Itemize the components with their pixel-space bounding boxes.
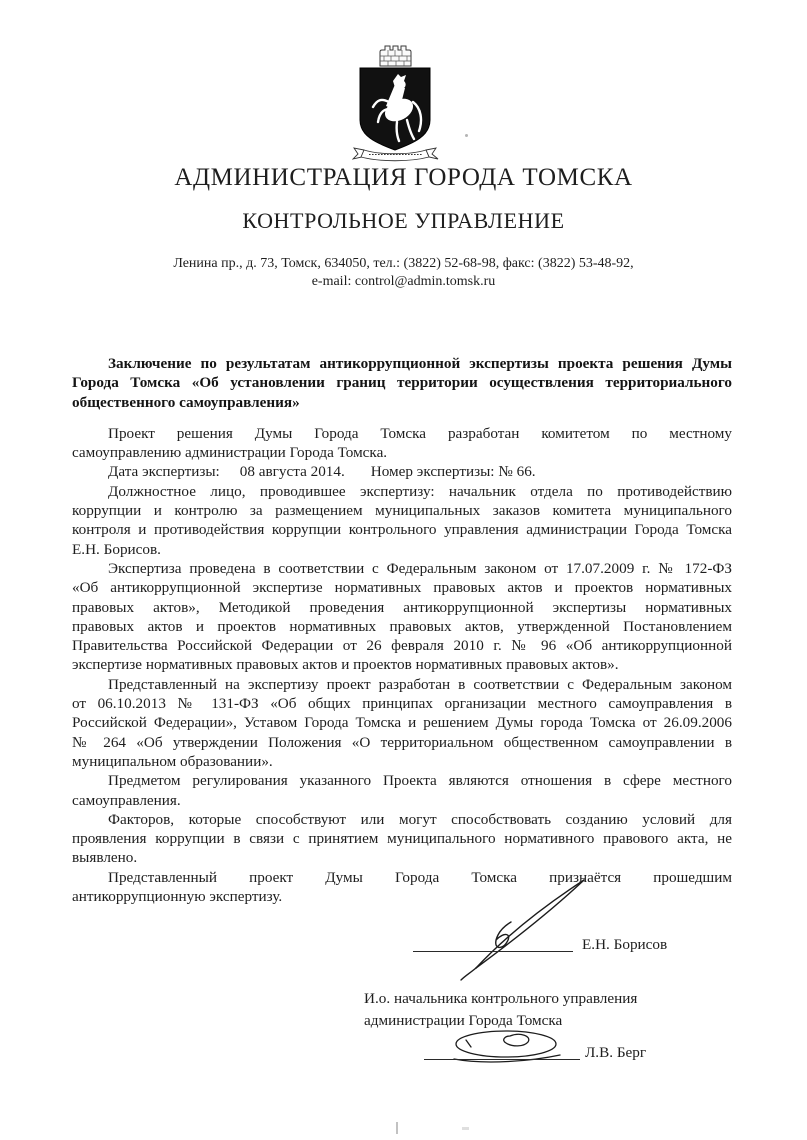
coat-of-arms-icon: [352, 44, 444, 164]
paragraph-no-factors: Факторов, которые способствуют или могут способствовать созданию условий для проявления коррупции в связи с принятием муниципального нормативного правового акта, не выявлено.: [72, 810, 732, 867]
paragraph-project-developed: Проект решения Думы Города Томска разработан комитетом по местному самоуправлению администрации Города Томска.: [72, 424, 732, 462]
scan-dot-artifact: [465, 134, 468, 137]
date-value: 08 августа 2014.: [239, 463, 345, 481]
paragraph-project-compliance: Представленный на экспертизу проект разработан в соответствии с Федеральным законом от 06.10.2013 № 131-ФЗ «Об общих принципах организации местного самоуправления в Российской Федерации», Уставом Города Томска и решением Думы города Томска от 26.09.2006 № 264 «Об утверждении Положения «О территориальном общественном самоуправлении в муниципальном образовании».: [72, 675, 732, 770]
paragraph-legal-basis: Экспертиза проведена в соответствии с Федеральным законом от 17.07.2009 г. № 172-ФЗ «Об антикоррупционной экспертизе нормативных правовых актов и проектов нормативных правовых актов», Методикой проведения антикоррупционной экспертизы нормативных правовых актов и проектов нормативных правовых актов, утвержденной Постановлением Правительства Российской Федерации от 26 февраля 2010 г. № 96 «Об антикоррупционной экспертизе нормативных правовых актов и проектов нормативных правовых актов».: [72, 559, 732, 674]
date-label: Дата экспертизы:: [108, 463, 220, 481]
address-line: Ленина пр., д. 73, Томск, 634050, тел.: (3822) 52-68-98, факс: (3822) 53-48-92,: [173, 256, 634, 271]
paragraph-official: Должностное лицо, проводившее экспертизу: начальник отдела по противодействию коррупции и контролю за размещением муниципальных заказов комитета муниципального контроля и противодействия коррупции контрольного управления администрации Города Томска Е.Н. Борисов.: [72, 482, 732, 558]
scan-smudge-artifact: [462, 1127, 469, 1130]
department-name: КОНТРОЛЬНОЕ УПРАВЛЕНИЕ: [242, 208, 565, 233]
paragraph-conclusion: Представленный проект Думы Города Томска признаётся прошедшим антикоррупционную экспертизу.: [72, 868, 732, 906]
email-line: e-mail: control@admin.tomsk.ru: [311, 274, 496, 289]
signature-line-2: [424, 1042, 580, 1060]
scan-tick-artifact: [396, 1122, 398, 1134]
signature-borisov-icon: [452, 876, 592, 982]
expertise-date-number-line: [72, 462, 732, 481]
signature-line-1: [413, 934, 573, 952]
document-body: [72, 354, 732, 906]
position-line-1: И.о. начальника контрольного управления: [364, 990, 638, 1007]
document-title: Заключение по результатам антикоррупционной экспертизы проекта решения Думы Города Томска «Об установлении границ территории осуществления территориального общественного самоуправления»: [72, 355, 732, 411]
position-line-2: администрации Города Томска: [364, 1012, 563, 1029]
signatory-name-2: Л.В. Берг: [585, 1044, 647, 1061]
number-label: Номер экспертизы:: [370, 463, 495, 481]
org-name: АДМИНИСТРАЦИЯ ГОРОДА ТОМСКА: [174, 164, 633, 191]
number-value: № 66.: [498, 463, 536, 481]
paragraph-subject: Предметом регулирования указанного Проекта являются отношения в сфере местного самоуправления.: [72, 772, 732, 809]
signatory-name-1: Е.Н. Борисов: [582, 936, 668, 953]
